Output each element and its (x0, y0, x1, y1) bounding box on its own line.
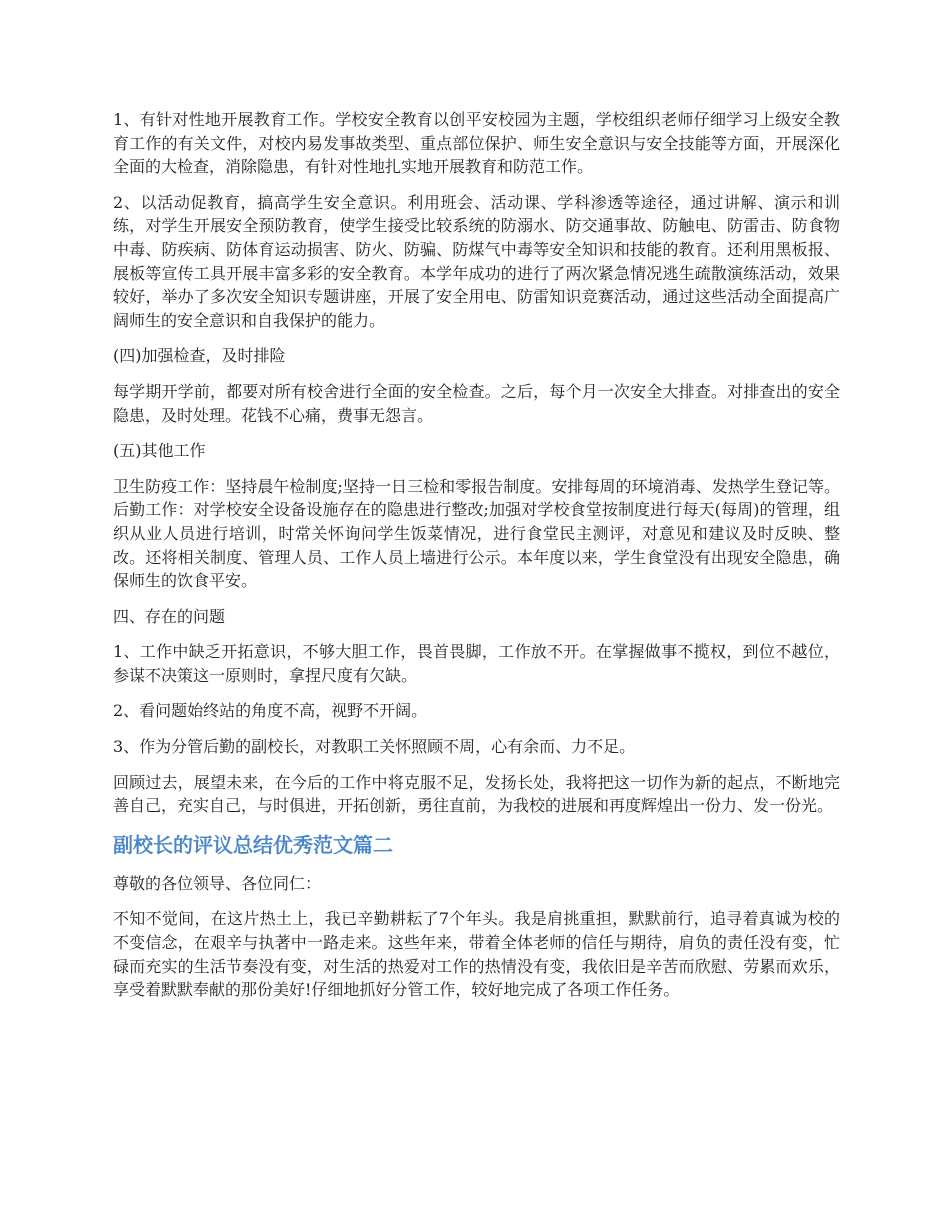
paragraph-other-work: 卫生防疫工作：坚持晨午检制度;坚持一日三检和零报告制度。安排每周的环境消毒、发热学生登记等。后勤工作：对学校安全设备设施存在的隐患进行整改;加强对学校食堂按制度进行每天(每周)的管理，组织从业人员进行培训，时常关怀询问学生饭菜情况，进行食堂民主测评，对意见和建议及时反映、整改。还将相关制度、管理人员、工作人员上墙进行公示。本年度以来，学生食堂没有出现安全隐患，确保师生的饮食平安。 (113, 476, 840, 591)
paragraph-problem-3: 3、作为分管后勤的副校长，对教职工关怀照顾不周，心有余而、力不足。 (113, 737, 636, 757)
document-page (113, 108, 840, 1014)
section-title-problems: 四、存在的问题 (113, 606, 226, 626)
paragraph-conclusion: 回顾过去，展望未来，在今后的工作中将克服不足，发扬长处，我将把这一切作为新的起点，不断地完善自己，充实自己，与时俱进，开拓创新，勇往直前，为我校的进展和再度辉煌出一份力、发一份光。 (113, 772, 840, 816)
article-heading: 副校长的评议总结优秀范文篇二 (113, 832, 393, 857)
section-title-inspection: (四)加强检查，及时排险 (113, 346, 286, 366)
section-title-other-work: (五)其他工作 (113, 441, 206, 461)
paragraph-activity-education: 2、以活动促教育，搞高学生安全意识。利用班会、活动课、学科渗透等途径，通过讲解、演示和训练，对学生开展安全预防教育，使学生接受比较系统的防溺水、防交通事故、防触电、防雷击、防食物中毒、防疾病、防体育运动损害、防火、防骗、防煤气中毒等安全知识和技能的教育。还利用黑板报、展板等宣传工具开展丰富多彩的安全教育。本学年成功的进行了两次紧急情况逃生疏散演练活动，效果较好，举办了多次安全知识专题讲座，开展了安全用电、防雷知识竞赛活动，通过这些活动全面提高广阔师生的安全意识和自我保护的能力。 (113, 192, 840, 330)
paragraph-safety-education: 1、有针对性地开展教育工作。学校安全教育以创平安校园为主题，学校组织老师仔细学习上级安全教育工作的有关文件，对校内易发事故类型、重点部位保护、师生安全意识与安全技能等方面，开展深化全面的大检查，消除隐患，有针对性地扎实地开展教育和防范工作。 (113, 110, 840, 177)
paragraph-salutation: 尊敬的各位领导、各位同仁： (113, 873, 322, 893)
paragraph-problem-2: 2、看问题始终站的角度不高，视野不开阔。 (113, 701, 428, 721)
paragraph-inspection: 每学期开学前，都要对所有校舍进行全面的安全检查。之后，每个月一次安全大排查。对排查出的安全隐患，及时处理。花钱不心痛，费事无怨言。 (113, 381, 840, 425)
paragraph-opening: 不知不觉间，在这片热土上，我已辛勤耕耘了7个年头。我是肩挑重担，默默前行，追寻着真诚为校的不变信念，在艰辛与执著中一路走来。这些年来，带着全体老师的信任与期待，肩负的责任没有变，忙碌而充实的生活节奏没有变，对生活的热爱对工作的热情没有变，我依旧是辛苦而欣慰、劳累而欢乐，享受着默默奉献的那份美好!仔细地抓好分管工作，较好地完成了各项工作任务。 (113, 909, 840, 1000)
paragraph-problem-1: 1、工作中缺乏开拓意识，不够大胆工作，畏首畏脚，工作放不开。在掌握做事不揽权，到位不越位，参谋不决策这一原则时，拿捏尺度有欠缺。 (113, 642, 840, 685)
